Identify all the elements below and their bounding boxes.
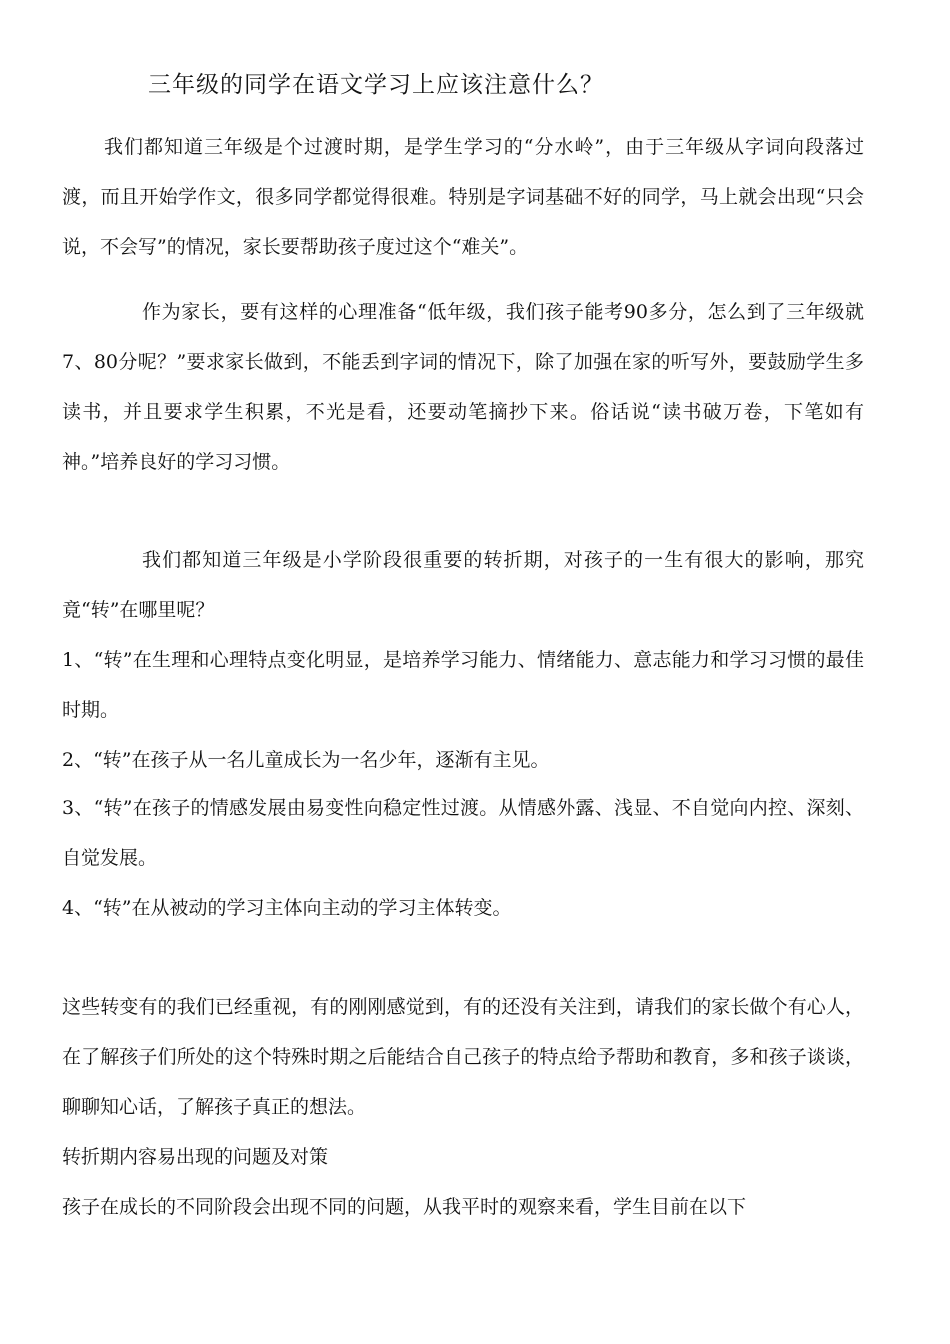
document-title: 三年级的同学在语文学习上应该注意什么？ bbox=[148, 72, 604, 98]
paragraph-parents: 作为家长，要有这样的心理准备“低年级，我们孩子能考90多分，怎么到了三年级就7、80分呢？”要求家长做到，不能丢到字词的情况下，除了加强在家的听写外，要鼓励学生多读书，并且要求学生积累，不光是看，还要动笔摘抄下来。俗话说“读书破万卷，下笔如有神。”培养良好的学习习惯。 bbox=[62, 301, 864, 473]
paragraph-attention: 这些转变有的我们已经重视，有的刚刚感觉到，有的还没有关注到，请我们的家长做个有心人，在了解孩子们所处的这个特殊时期之后能结合自己孩子的特点给予帮助和教育，多和孩子谈谈，聊聊知心话，了解孩子真正的想法。 bbox=[62, 996, 864, 1118]
paragraph-problems: 孩子在成长的不同阶段会出现不同的问题，从我平时的观察来看，学生目前在以下 bbox=[62, 1196, 747, 1218]
list-item-3: 3、“转”在孩子的情感发展由易变性向稳定性过渡。从情感外露、浅显、不自觉向内控、深刻、自觉发展。 bbox=[62, 797, 864, 869]
list-item-4: 4、“转”在从被动的学习主体向主动的学习主体转变。 bbox=[62, 897, 512, 919]
section-subheading: 转折期内容易出现的问题及对策 bbox=[62, 1146, 329, 1168]
paragraph-turning-point: 我们都知道三年级是小学阶段很重要的转折期，对孩子的一生有很大的影响，那究竟“转”在哪里呢？ bbox=[62, 549, 864, 621]
list-item-1: 1、“转”在生理和心理特点变化明显，是培养学习能力、情绪能力、意志能力和学习习惯的最佳时期。 bbox=[62, 649, 864, 721]
list-item-2: 2、“转”在孩子从一名儿童成长为一名少年，逐渐有主见。 bbox=[62, 749, 550, 771]
paragraph-intro: 我们都知道三年级是个过渡时期，是学生学习的“分水岭”，由于三年级从字词向段落过渡，而且开始学作文，很多同学都觉得很难。特别是字词基础不好的同学，马上就会出现“只会说，不会写”的情况，家长要帮助孩子度过这个“难关”。 bbox=[62, 136, 864, 258]
